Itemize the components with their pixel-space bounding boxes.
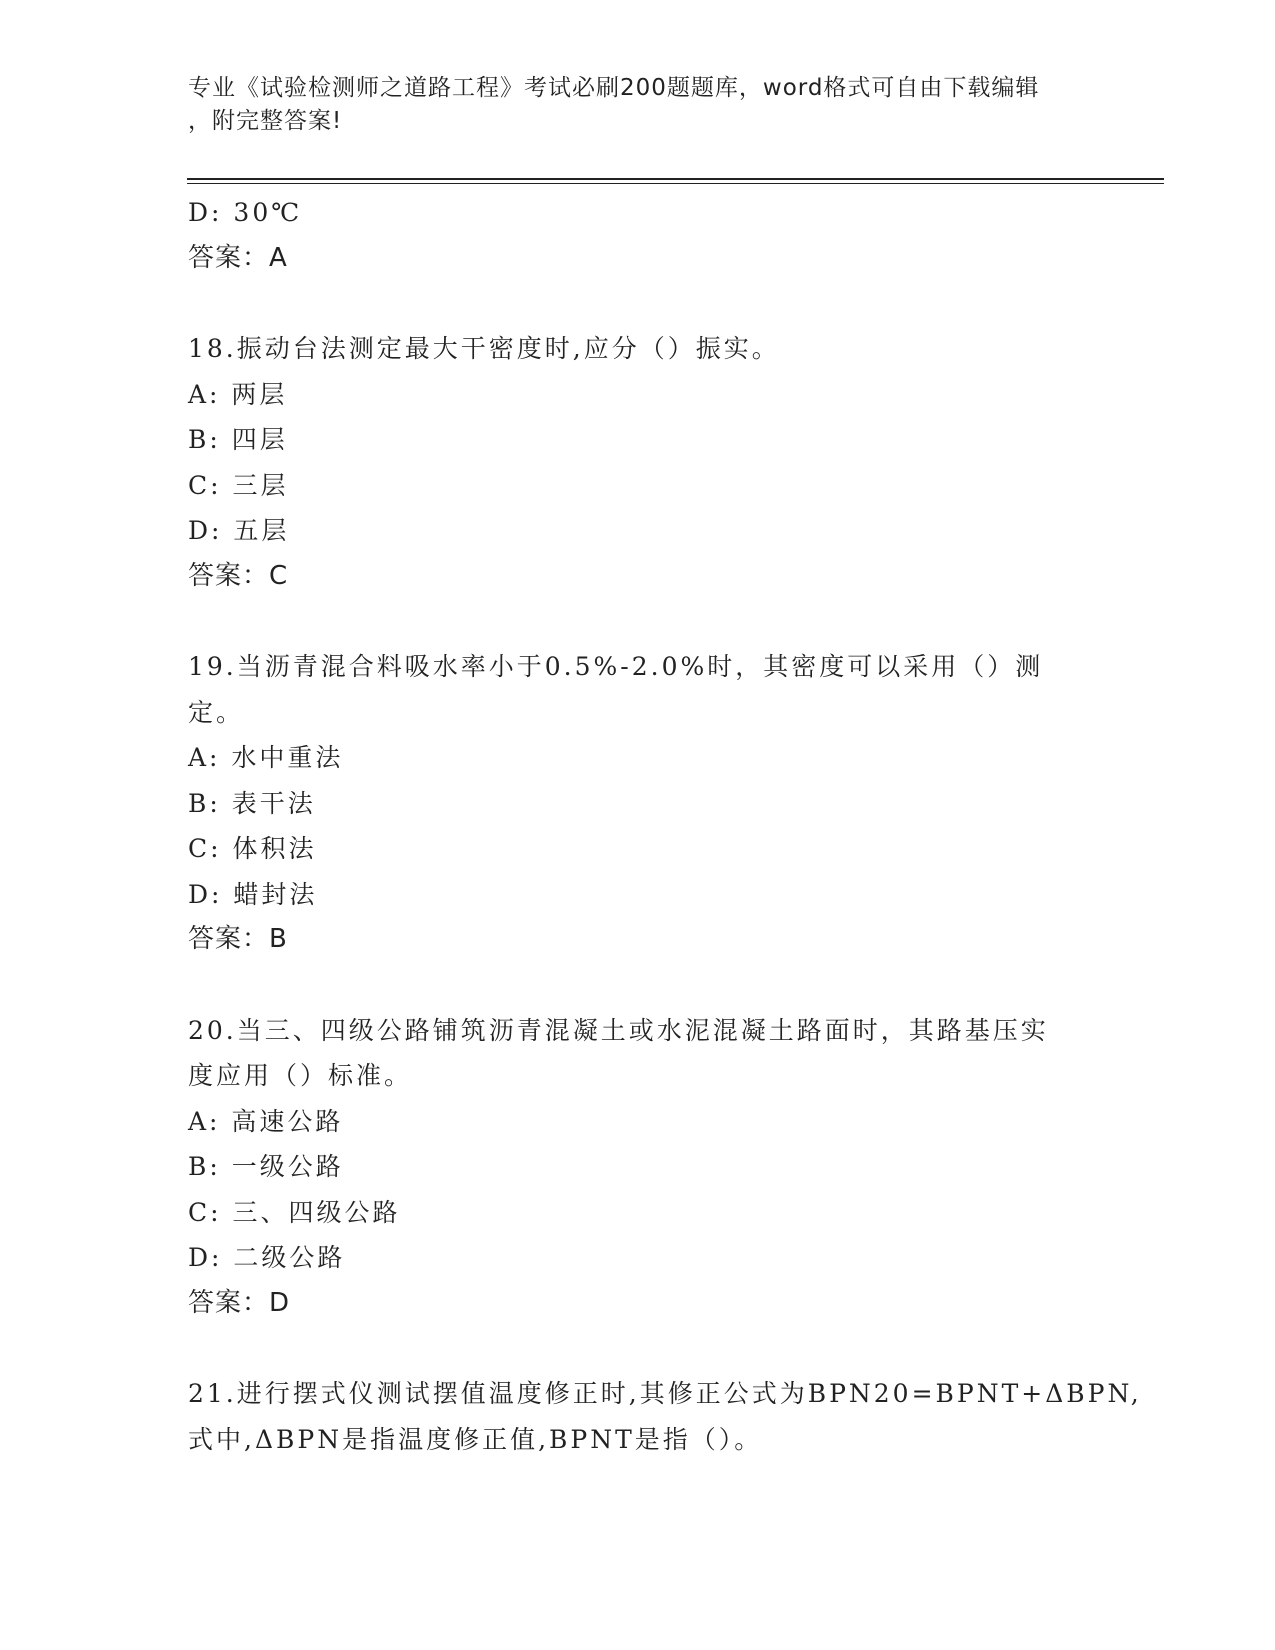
- option-b: B: 四层: [188, 425, 288, 454]
- question-text: 18.振动台法测定最大干密度时,应分（）振实。: [188, 334, 780, 363]
- option-d: D: 二级公路: [188, 1243, 346, 1272]
- spacer: [188, 281, 1088, 326]
- prev-option-d: D: 30℃: [188, 198, 303, 227]
- header-line-2: ，附完整答案!: [188, 108, 343, 134]
- question-text-cont: 度应用（）标准。: [188, 1061, 413, 1090]
- option-c: C: 体积法: [188, 834, 317, 863]
- option-d: D: 五层: [188, 516, 290, 545]
- spacer: [188, 963, 1088, 1008]
- spacer: [188, 1326, 1088, 1371]
- prev-answer: 答案：A: [188, 242, 288, 273]
- option-c: C: 三、四级公路: [188, 1197, 401, 1227]
- option-c: C: 三层: [188, 470, 289, 500]
- question-20: [188, 1008, 1088, 1327]
- question-text-cont: 式中,ΔBPN是指温度修正值,BPNT是指（）。: [188, 1424, 763, 1454]
- answer: 答案：B: [188, 924, 288, 954]
- header-rule-thin: [187, 183, 1164, 184]
- header-line-1: 专业《试验检测师之道路工程》考试必刷200题题库，word格式可自由下载编辑: [188, 75, 1040, 101]
- question-19: [188, 644, 1088, 963]
- option-b: B: 表干法: [188, 788, 316, 818]
- question-21: [188, 1371, 1142, 1462]
- question-content: [188, 190, 1142, 1462]
- question-text: 19.当沥青混合料吸水率小于0.5%-2.0%时，其密度可以采用（）测: [188, 652, 1044, 681]
- header-rule-thick: [187, 178, 1164, 180]
- option-a: A: 高速公路: [188, 1106, 344, 1136]
- answer: 答案：C: [188, 560, 289, 591]
- option-b: B: 一级公路: [188, 1152, 344, 1181]
- document-header: [188, 72, 1068, 138]
- spacer: [188, 599, 1088, 644]
- option-a: A: 水中重法: [188, 743, 344, 772]
- option-a: A: 两层: [188, 379, 288, 409]
- question-text: 21.进行摆式仪测试摆值温度修正时,其修正公式为BPN20=BPNT+ΔBPN,: [188, 1379, 1142, 1408]
- question-text-cont: 定。: [188, 697, 245, 727]
- question-18: [188, 326, 1088, 599]
- question-text: 20.当三、四级公路铺筑沥青混凝土或水泥混凝土路面时，其路基压实: [188, 1015, 1049, 1045]
- answer: 答案：D: [188, 1287, 291, 1318]
- option-d: D: 蜡封法: [188, 879, 318, 909]
